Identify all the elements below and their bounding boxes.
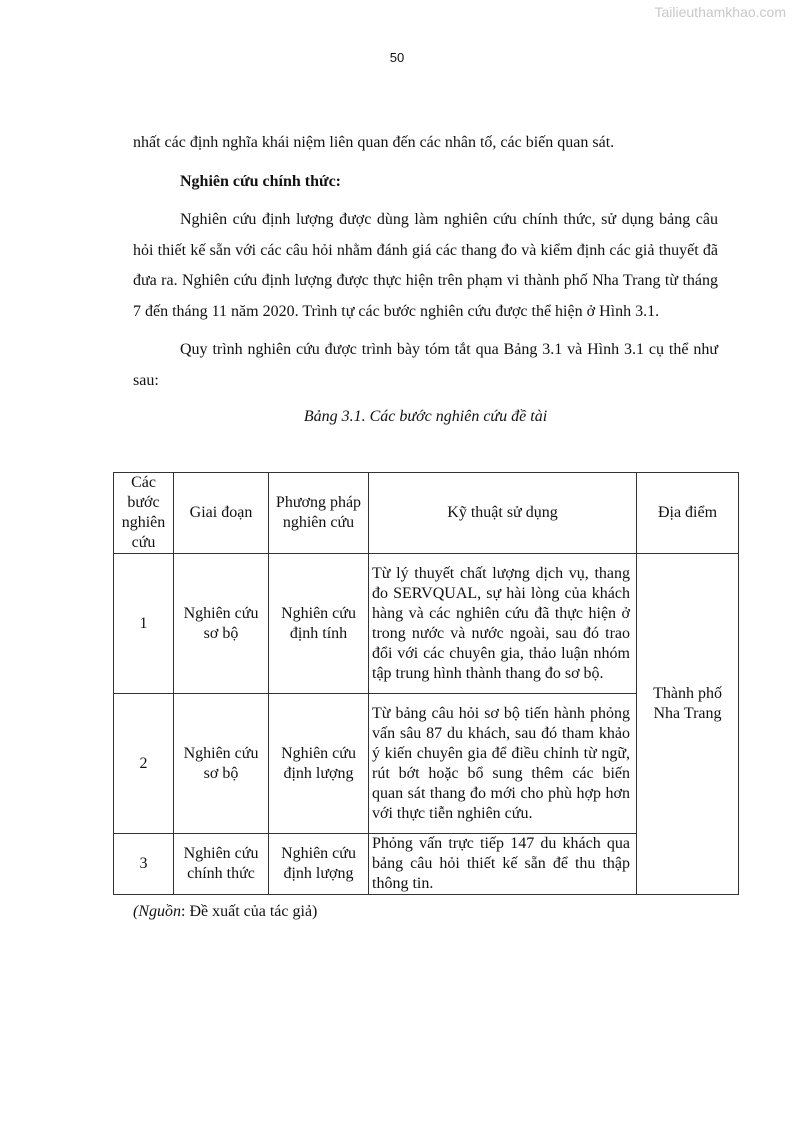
header-cell: Các bước nghiên cứu [114,473,174,554]
step-cell: 1 [114,554,174,694]
header-cell: Phương pháp nghiên cứu [269,473,369,554]
phase-cell: Nghiên cứu sơ bộ [174,694,269,834]
technique-cell: Phỏng vấn trực tiếp 147 du khách qua bảng câu hỏi thiết kế sẵn để thu thập thông tin. [369,834,637,895]
location-text: Thành phố Nha Trang [653,685,722,722]
watermark: Tailieuthamkhao.com [654,4,786,20]
technique-cell: Từ lý thuyết chất lượng dịch vụ, thang đo SERVQUAL, sự hài lòng của khách hàng và các nghiên cứu đã thực hiện ở trong nước và nước ngoài, sau đó trao đổi với các chuyên gia, thảo luận nhóm tập trung hình thành thang đo sơ bộ. [369,554,637,694]
method-cell: Nghiên cứu định lượng [269,694,369,834]
table-caption: Bảng 3.1. Các bước nghiên cứu đề tài [303,408,548,425]
table-row [114,554,739,694]
phase-cell: Nghiên cứu sơ bộ [174,554,269,694]
step-cell: 3 [114,834,174,895]
header-cell: Giai đoạn [174,473,269,554]
table-source [133,903,317,921]
technique-cell: Từ bảng câu hỏi sơ bộ tiến hành phỏng vấn sâu 87 du khách, sau đó tham khảo ý kiến chuyên gia để điều chỉnh từ ngữ, rút bớt hoặc bổ sung thêm các biến quan sát thang đo mới cho phù hợp hơn với thực tiễn nghiên cứu. [369,694,637,834]
section-heading: Nghiên cứu chính thức: [180,172,341,190]
method-cell: Nghiên cứu định tính [269,554,369,694]
source-open: ( [133,903,139,920]
method-cell: Nghiên cứu định lượng [269,834,369,895]
header-cell: Kỹ thuật sử dụng [369,473,637,554]
page-number: 50 [389,50,405,65]
header-cell: Địa điểm [637,473,739,554]
table-header-row [114,473,739,554]
paragraph: Nghiên cứu định lượng được dùng làm nghiên cứu chính thức, sử dụng bảng câu hỏi thiết kế sẵn với các câu hỏi nhằm đánh giá các thang đo và kiểm định các giả thuyết đã đưa ra. Nghiên cứu định lượng được thực hiện trên phạm vi thành phố Nha Trang từ tháng 7 đến tháng 11 năm 2020. Trình tự các bước nghiên cứu được thể hiện ở Hình 3.1. [133,211,718,320]
phase-cell: Nghiên cứu chính thức [174,834,269,895]
source-label: Nguồn [138,903,181,920]
body-text [133,128,718,432]
research-steps-table [113,472,739,895]
paragraph: Quy trình nghiên cứu được trình bày tóm tắt qua Bảng 3.1 và Hình 3.1 cụ thể như sau: [133,341,718,389]
location-cell [637,554,739,895]
step-cell: 2 [114,694,174,834]
source-text: : Đề xuất của tác giả) [181,903,318,920]
paragraph: nhất các định nghĩa khái niệm liên quan đến các nhân tố, các biến quan sát. [133,134,615,151]
